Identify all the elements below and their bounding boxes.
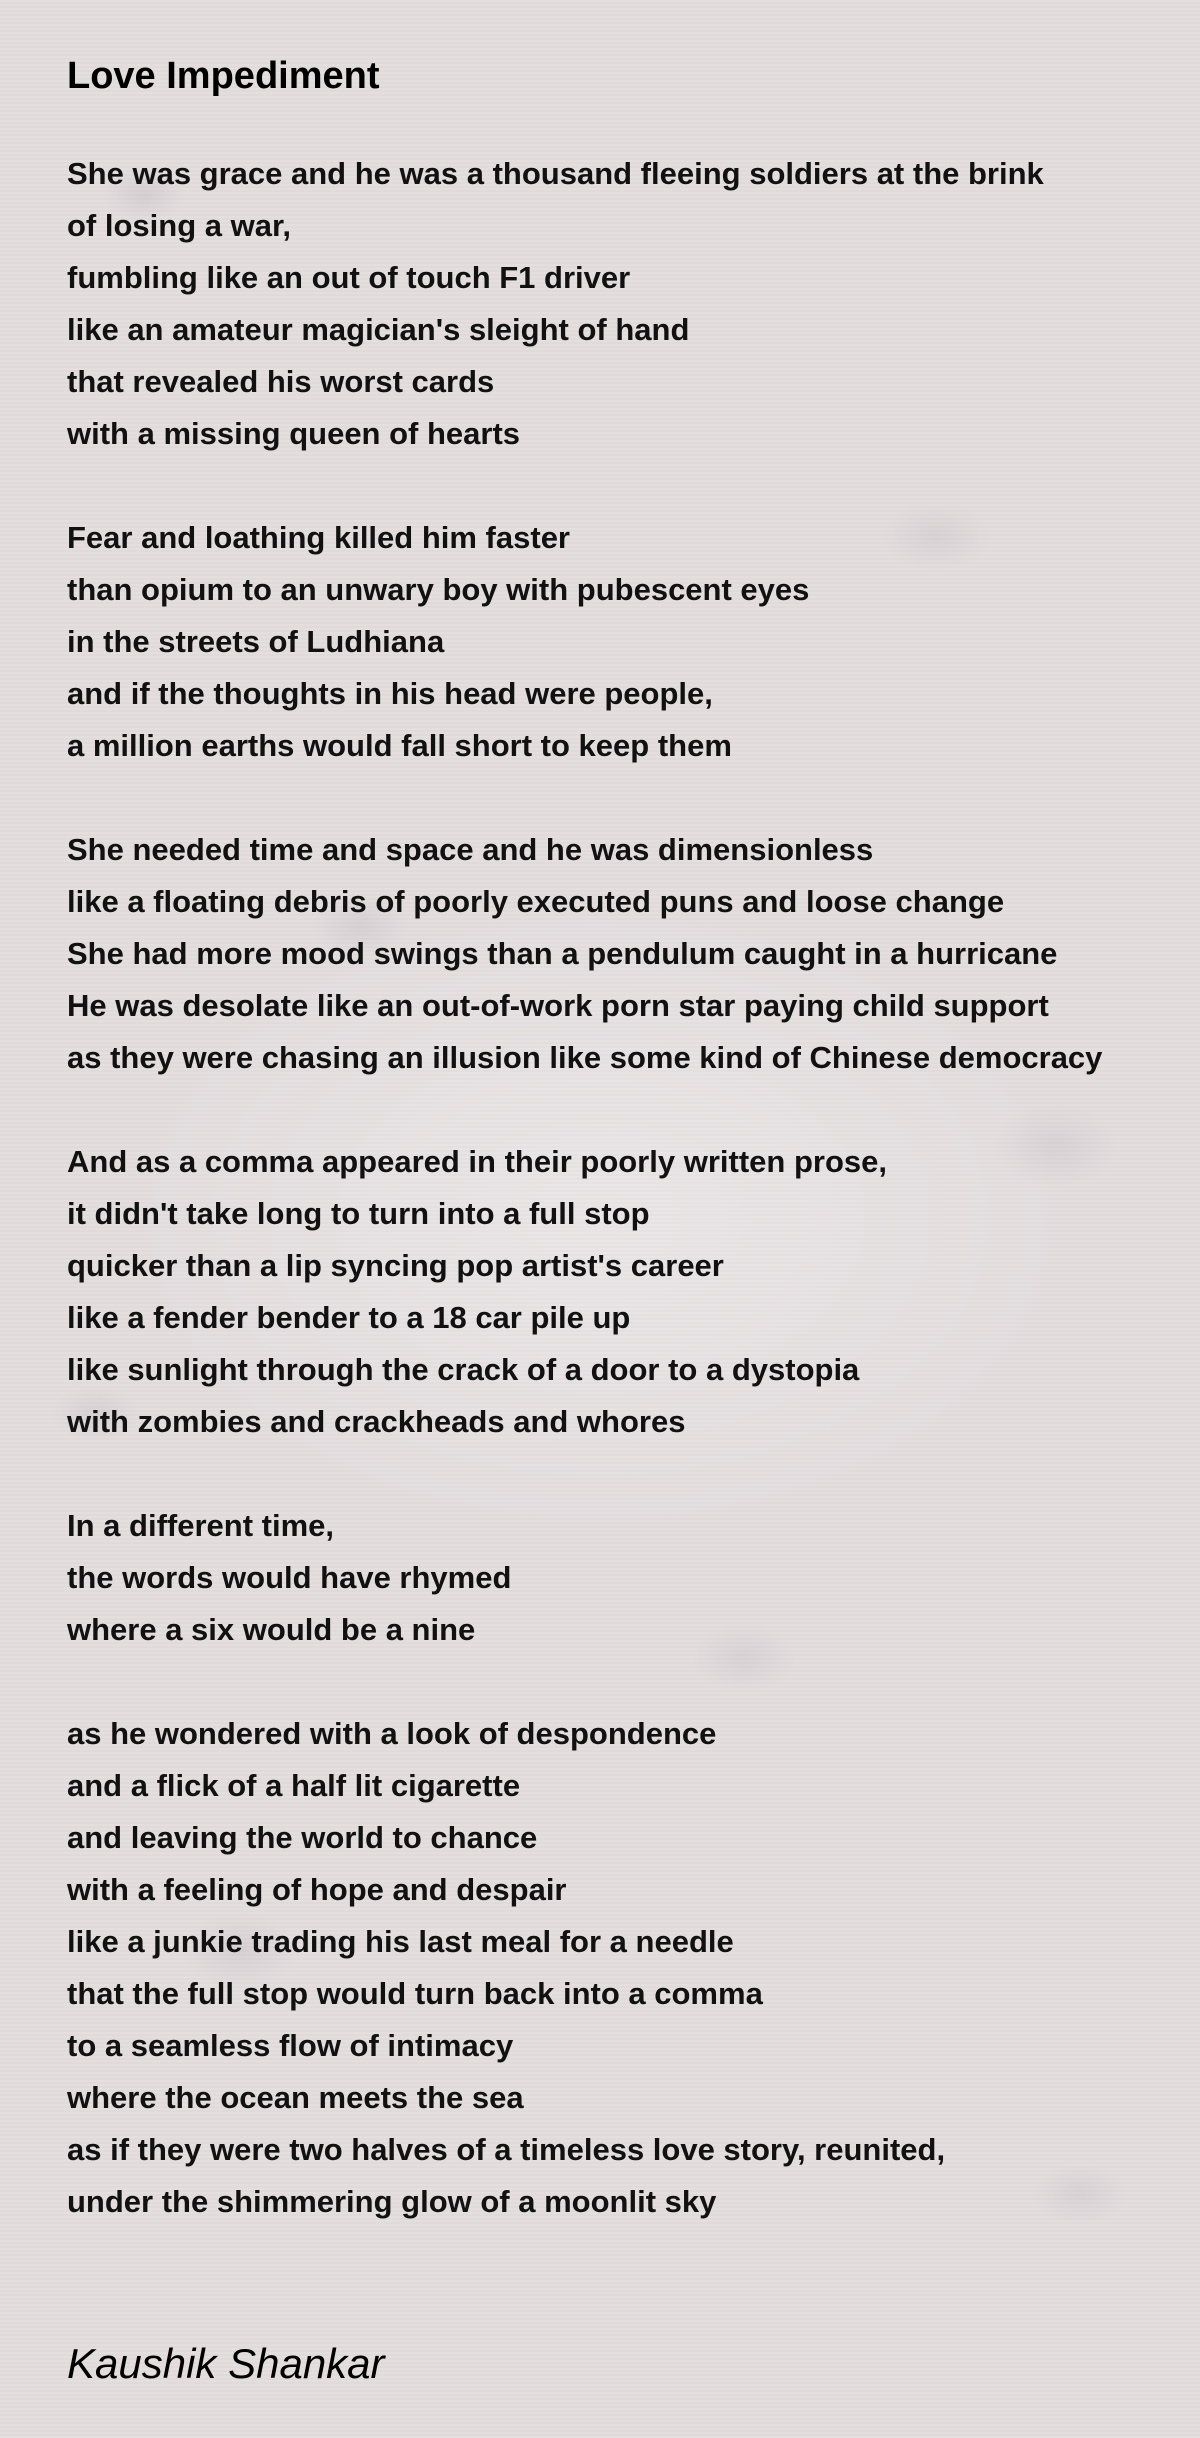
- poem-line: Fear and loathing killed him faster: [67, 520, 570, 555]
- poem-line: of losing a war,: [67, 208, 291, 243]
- poem-line: that the full stop would turn back into a comma: [67, 1976, 763, 2011]
- poem-line: with a feeling of hope and despair: [67, 1872, 567, 1907]
- poem-line: and if the thoughts in his head were people,: [67, 676, 713, 711]
- poem-line: like a floating debris of poorly executed puns and loose change: [67, 884, 1005, 919]
- stanza: [67, 512, 1177, 772]
- poem-line: He was desolate like an out-of-work porn star paying child support: [67, 988, 1049, 1023]
- poem-line: fumbling like an out of touch F1 driver: [67, 260, 631, 295]
- poem-line: with zombies and crackheads and whores: [67, 1404, 686, 1439]
- poem-body: [67, 148, 1177, 2280]
- poem-line: She needed time and space and he was dimensionless: [67, 832, 874, 867]
- poem-line: where a six would be a nine: [67, 1612, 476, 1647]
- poem-line: a million earths would fall short to keep them: [67, 728, 732, 763]
- stanza: [67, 824, 1177, 1084]
- poem-line: under the shimmering glow of a moonlit sky: [67, 2184, 717, 2219]
- stanza: [67, 1708, 1177, 2228]
- poem-author: Kaushik Shankar: [67, 2340, 385, 2387]
- poem-title: Love Impediment: [67, 55, 380, 97]
- poem-line: and a flick of a half lit cigarette: [67, 1768, 521, 1803]
- poem-line: like a junkie trading his last meal for a needle: [67, 1924, 734, 1959]
- poem-line: with a missing queen of hearts: [67, 416, 521, 451]
- poem-line: as they were chasing an illusion like some kind of Chinese democracy: [67, 1040, 1103, 1075]
- poem-line: to a seamless flow of intimacy: [67, 2028, 514, 2063]
- poem-line: In a different time,: [67, 1508, 334, 1543]
- stanza: [67, 148, 1177, 460]
- poem-line: as if they were two halves of a timeless love story, reunited,: [67, 2132, 946, 2167]
- poem-line: it didn't take long to turn into a full stop: [67, 1196, 650, 1231]
- poem-line: as he wondered with a look of despondence: [67, 1716, 717, 1751]
- poem-line: where the ocean meets the sea: [67, 2080, 524, 2115]
- poem-line: like sunlight through the crack of a door to a dystopia: [67, 1352, 860, 1387]
- poem-line: like a fender bender to a 18 car pile up: [67, 1300, 631, 1335]
- poem-line: quicker than a lip syncing pop artist's career: [67, 1248, 724, 1283]
- poem-line: in the streets of Ludhiana: [67, 624, 445, 659]
- poem-line: and leaving the world to chance: [67, 1820, 538, 1855]
- poem-line: She was grace and he was a thousand fleeing soldiers at the brink: [67, 156, 1044, 191]
- poem-line: the words would have rhymed: [67, 1560, 512, 1595]
- stanza: [67, 1136, 1177, 1448]
- stanza: [67, 1500, 1177, 1656]
- poem-line: than opium to an unwary boy with pubescent eyes: [67, 572, 810, 607]
- poem-line: that revealed his worst cards: [67, 364, 495, 399]
- poem-line: like an amateur magician's sleight of hand: [67, 312, 690, 347]
- poem-line: She had more mood swings than a pendulum caught in a hurricane: [67, 936, 1058, 971]
- poem-line: And as a comma appeared in their poorly written prose,: [67, 1144, 887, 1179]
